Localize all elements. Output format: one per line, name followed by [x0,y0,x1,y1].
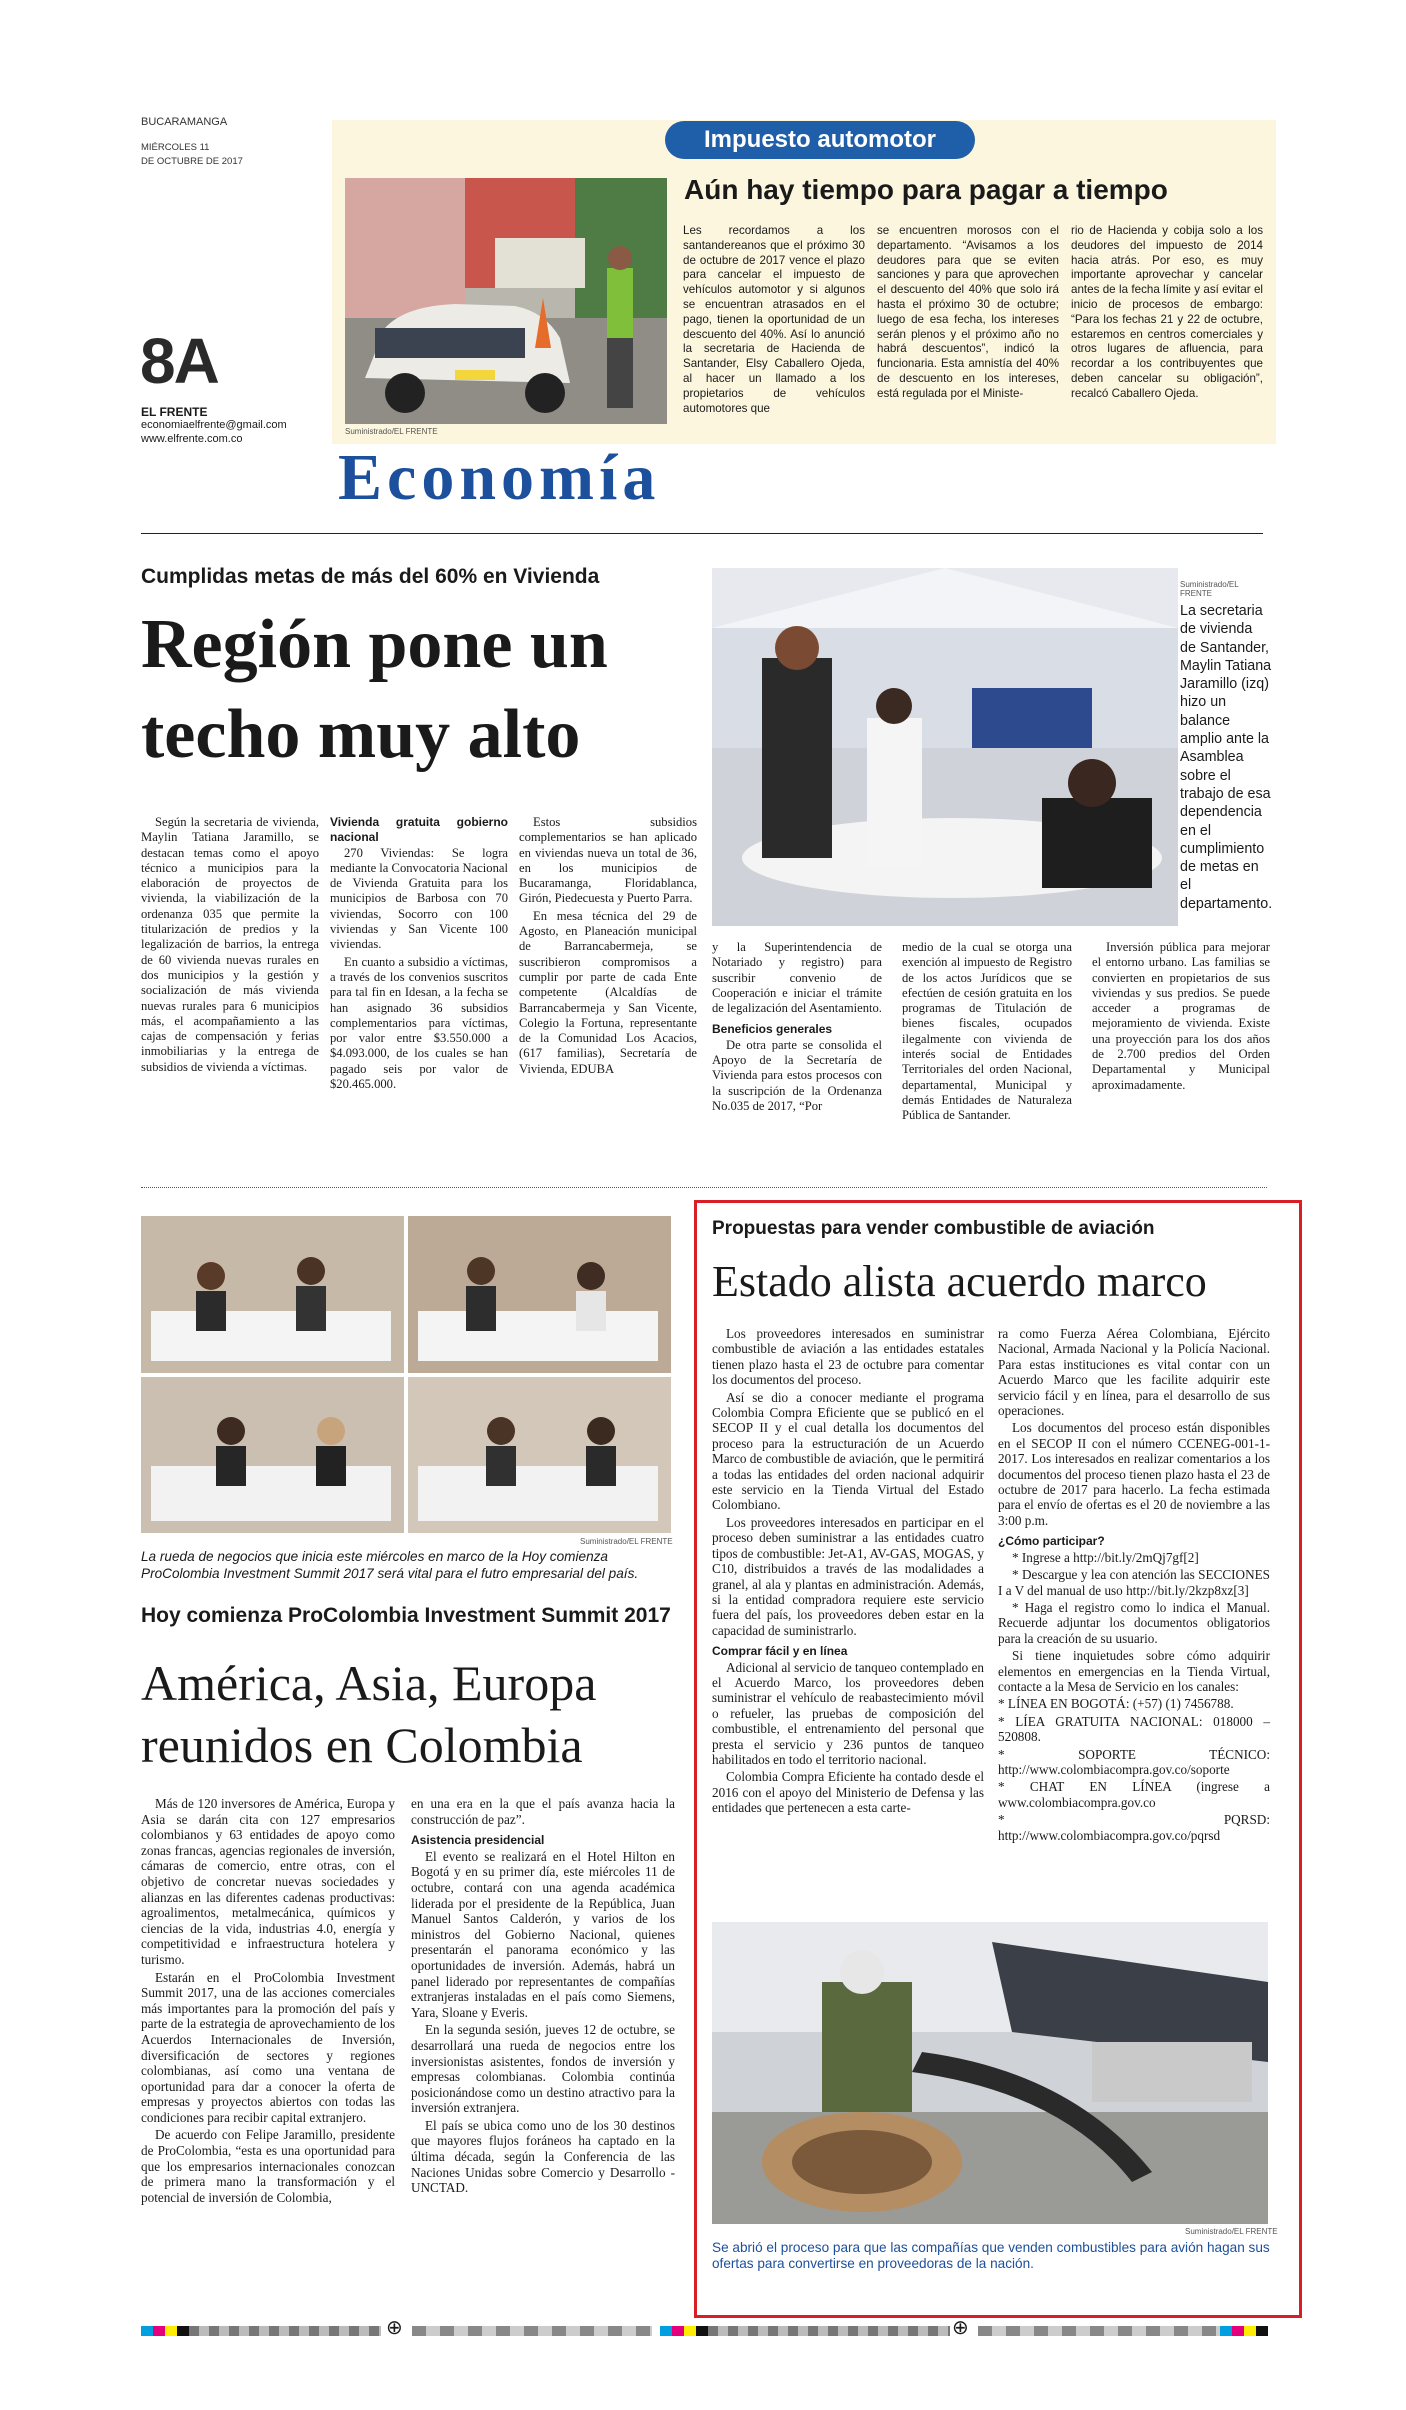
tax-col-1: Les recordamos a los santandereanos que el próximo 30 de octubre de 2017 vence el plazo para cancelar el impuesto de vehículos automotor y si algunos se encuentran atrasados en el pago, tienen la oportunidad de un descuento del 40%. Así lo anunció la secretaria de Hacienda de Santander, Elsy Caballero Ojeda, al hacer un llamado a los propietarios de vehículos automotores que [683,224,865,415]
assembly-event-illustration [712,568,1178,926]
aviation-col1-p5: Colombia Compra Eficiente ha contado desde el 2016 con el apoyo del Ministerio de Defensa y las entidades que pertenecen a esta carte- [712,1769,984,1816]
procolombia-headline: América, Asia, Europa reunidos en Colombia [141,1655,597,1773]
date-line-2: DE OCTUBRE DE 2017 [141,156,243,167]
procolombia-col2-p1: El evento se realizará en el Hotel Hilton en Bogotá y en su primer día, este miércoles 11 de octubre, contará con una agenda académica liderada por el presidente de la República, Juan Manuel Santos Calderón, y varios de los ministros del Gobierno Nacional, quienes presentarán el panorama económico y las oportunidades de inversión. Además, habrá un panel liderado por representantes de compañías extranjeras instaladas en el país como Siemens, Yara, Sloane y Everis. [411,1848,675,2020]
procolombia-kicker: Hoy comienza ProColombia Investment Summit 2017 [141,1604,671,1627]
aviation-subhead-1: Comprar fácil y en línea [712,1644,848,1659]
aviation-col2-p1: ra como Fuerza Aérea Colombiana, Ejército Nacional, Armada Nacional y la Policía Nacional. Para estas instituciones es vital contar con un Acuerdo Marco que les facilite adquirir este servicio fácil y en línea, para el desarrollo de sus operaciones. [998,1326,1270,1419]
vivienda-col-1 [141,815,319,1077]
vivienda-col2-p1: 270 Viviendas: Se logra mediante la Convocatoria Nacional de Vivienda Gratuita para los municipios de Barbosa con 70 viviendas, Socorro con 100 viviendas y San Vicente 100 viviendas. [330,845,508,952]
color-bar-right [978,2326,1268,2336]
aviation-subhead-2: ¿Cómo participar? [998,1534,1105,1549]
aviation-col2-p2: Los documentos del proceso están disponibles en el SECOP II con el número CCENEG-001-1-2017. Los interesados en realizar comentarios a los documentos del proceso tienen plazo hasta el 23 de octubre de 2017 para hacerlo. La fecha estimada para el envío de ofertas es el 20 de noviembre a las 3:00 p.m. [998,1420,1270,1528]
paper-name: EL FRENTE [141,405,208,419]
aviation-headline: Estado alista acuerdo marco [712,1257,1207,1306]
gray-bar [412,2326,652,2336]
aviation-contact-3: * SOPORTE TÉCNICO: http://www.colombiacompra.gov.co/soporte [998,1746,1270,1777]
aviation-col2-p3: Si tiene inquietudes sobre cómo adquirir elementos en emergencias en la Tienda Virtual, contacte a la Mesa de Servicio en los canales: [998,1648,1270,1694]
city-label: BUCARAMANGA [141,116,228,128]
procolombia-col2-p3: El país se ubica como uno de los 30 destinos que mayores flujos foráneos ha captado en la última década, según la Conferencia de las Naciones Unidas sobre Comercio y Desarrollo - UNCTAD. [411,2117,675,2196]
procolombia-col1-p1: Más de 120 inversores de América, Europa y Asia se darán cita con 127 empresarios colombianos y 63 entidades de apoyo como zonas francas, agencias regionales de inversión, cámaras de comercio, entre otras, con el objetivo de concretar nuevas sociedades y alianzas en las diferentes cadenas productivas: agroalimentos, metalmecánica, químicos y ciencias de la vida, industrias 4.0, energía y competitividad e infraestructura hotelera y turismo. [141,1796,395,1967]
vivienda-col3-p1: Estos subsidios complementarios se han aplicado en viviendas nueva un total de 36, en los municipios de Bucaramanga, Floridablanca, Girón, Piedecuesta y Puerto Parra. [519,815,697,906]
section-title: Economía [338,441,661,514]
tax-col-3: rio de Hacienda y cobija solo a los deudores del impuesto de 2014 hacia atrás. Por eso, es muy importante aprovechar y cancelar antes de la fecha límite y así evitar el inicio de procesos de embargo: “Para los fechas 21 y 22 de octubre, estaremos en centros comerciales y otros lugares de afluencia, para recordar a los contribuyentes que deben cancelar su obligación”, recalcó Caballero Ojeda. [1071,224,1263,400]
procolombia-photo [141,1216,671,1533]
aviation-col-1 [712,1326,984,1818]
aviation-caption: Se abrió el proceso para que las compañías que venden combustibles para avión hagan sus ofertas para convertirse en proveedoras de la nación. [712,2240,1270,2271]
vivienda-col-6 [1092,940,1270,1095]
car-street-illustration [345,178,667,424]
vivienda-photo-credit: Suministrado/EL FRENTE [1180,580,1239,598]
color-bar-left [141,2326,381,2336]
tax-headline: Aún hay tiempo para pagar a tiempo [684,174,1168,205]
procolombia-col2-p2: En la segunda sesión, jueves 12 de octubre, se desarrollará una rueda de negocios entre los inversionistas asistentes, fondos de inversión y empresas colombianas. Colombia continúa posicionándose como un destino atractivo para la inversión extranjera. [411,2022,675,2116]
vivienda-col2-p2: En cuanto a subsidio a víctimas, a través de los convenios suscritos para tal fin en Idesan, a la fecha se han asignado 36 subsidios complementarios para víctimas, por valor entre $3.550.000 a $4.093.000, de los cuales se han pagado seis por valor de $20.465.000. [330,954,508,1092]
tax-box-photo [345,178,667,424]
vivienda-col-2 [330,815,508,1094]
aviation-step-3: * Haga el registro como lo indica el Manual. Recuerde adjuntar los documentos obligatorios para la creación de su usuario. [998,1599,1270,1646]
vivienda-photo [712,568,1178,926]
procolombia-photo-credit: Suministrado/EL FRENTE [580,1537,673,1546]
procolombia-subhead: Asistencia presidencial [411,1833,545,1848]
aviation-photo [712,1922,1268,2224]
procolombia-caption: La rueda de negocios que inicia este miércoles en marco de la Hoy comienza ProColombia Investment Summit 2017 será vital para el futro empresarial del país. [141,1549,639,1581]
vivienda-col3-p2: En mesa técnica del 29 de Agosto, en Planeación municipal de Barrancabermeja, se suscribieron compromisos a cumplir por parte de cada Ente competente (Alcaldías de Barrancabermeja y San Vicente, Colegio la Fortuna, representante de la Comunidad Los Acacios, (617 familias), Secretaría de Vivienda, EDUBA [519,908,697,1076]
tax-col-2: se encuentren morosos con el departamento. “Avisamos a los deudores para que se eviten sanciones y para que aprovechen el descuento del 40% que solo irá hasta el próximo 30 de octubre; luego de esa fecha, los intereses serán plenos y el próximo año no habrá descuentos”, indicó la funcionaria. Esta amnistía del 40% de descuento en los intereses, está regulada por el Ministe- [877,224,1059,400]
contact-email: economiaelfrente@gmail.com [141,419,287,431]
fuel-worker-illustration [712,1922,1268,2224]
color-bar-mid [660,2326,950,2336]
business-meeting-collage [141,1216,671,1533]
vivienda-col-4 [712,940,882,1116]
vivienda-kicker: Cumplidas metas de más del 60% en Vivienda [141,565,600,588]
dotted-divider [141,1187,1267,1188]
aviation-col-2 [998,1326,1270,1845]
date-line-1: MIÉRCOLES 11 [141,142,210,153]
vivienda-col4-p2: De otra parte se consolida el Apoyo de la Secretaría de Vivienda para estos procesos con la suscripción de la Ordenanza No.035 de 2017, “Por [712,1037,882,1113]
website: www.elfrente.com.co [141,433,243,445]
page-number: 8A [140,325,218,397]
aviation-contact-5: * PQRSD: http://www.colombiacompra.gov.co/pqrsd [998,1812,1270,1843]
registration-mark-icon-2: ⊕ [952,2317,969,2339]
tax-box-label: Impuesto automotor [665,121,975,159]
aviation-contact-1: * LÍNEA EN BOGOTÁ: (+57) (1) 7456788. [998,1696,1234,1712]
vivienda-col4-p1: y la Superintendencia de Notariado y registro) para suscribir convenio de Cooperación e iniciar el trámite de legalización del Asentamiento. [712,940,882,1016]
aviation-col1-p3: Los proveedores interesados en participar en el proceso deben suministrar a las entidades cuatro tipos de combustible: Jet-A1, AV-GAS, MOGAS, y C10, distribuidos a través de las modalidades a granel, al ala y plantas en administración. Además, si la entidad compradora requiere este servicio fuera del país, los proveedores deben estar en la capacidad de suministrarlo. [712,1514,984,1638]
procolombia-col-2 [411,1796,675,2198]
vivienda-subhead-1: Vivienda gratuita gobierno nacional [330,815,508,845]
aviation-col1-p2: Así se dio a conocer mediante el programa Colombia Compra Eficiente que se publicó en el SECOP II y el cual detalla los documentos del proceso para la estructuración de un Acuerdo Marco de combustible de aviación, que le permitirá a todas las entidades del orden nacional adquirir este servicio en la Tienda Virtual del Estado Colombiano. [712,1389,984,1513]
procolombia-col1-p3: De acuerdo con Felipe Jaramillo, presidente de ProColombia, “esta es una oportunidad para que los empresarios internacionales conozcan de primera mano la transformación y el potencial de inversión de Colombia, [141,2127,395,2205]
vivienda-col5-text: medio de la cual se otorga una exención al impuesto de Registro de los actos Jurídicos que se efectúen de cesión gratuita en los programas de Titulación de bienes fiscales, ocupados ilegalmente con vivienda de interés social de Entidades Territoriales del orden Nacional, departamental, Municipal y demás Entidades de Naturaleza Pública de Santander. [902,940,1072,1123]
vivienda-col6-text: Inversión pública para mejorar el entorno urbano. Las familias se convierten en propietarios de sus viviendas y sus predios. Se puede acceder a programas de mejoramiento de vivienda. Existe una proyección para los dos años de 2.700 predios del Orden Departamental y Municipal aproximadamente. [1092,940,1270,1092]
aviation-step-1: * Ingrese a http://bit.ly/2mQj7gf[2] [1012,1549,1199,1565]
aviation-kicker: Propuestas para vender combustible de aviación [712,1218,1155,1239]
aviation-contact-4: * CHAT EN LÍNEA (ingrese a www.colombiacompra.gov.co [998,1779,1270,1810]
registration-mark-icon: ⊕ [386,2317,403,2339]
aviation-col1-p4: Adicional al servicio de tanqueo contemplado en el Acuerdo Marco, los proveedores deben suministrar el vehículo de reabastecimiento móvil o refueler, las pruebas de composición del combustible, el entrenamiento del personal que presta el servicio y 236 puntos de tanqueo habilitados en todo el territorio nacional. [712,1659,984,1767]
procolombia-col1-p2: Estarán en el ProColombia Investment Summit 2017, una de las acciones comerciales más importantes para la promoción del país y parte de la estrategia de aprovechamiento de los Acuerdos Internacionales de Inversión, diversificación de sectores y regiones colombianas, así como una ventana de oportunidad para dar a conocer la oferta de empresas y proyectos abiertos con todas las condiciones para recibir capital extranjero. [141,1969,395,2125]
vivienda-col-5 [902,940,1072,1126]
vivienda-col1-text: Según la secretaria de vivienda, Maylin Tatiana Jaramillo, se destacan temas como el apoyo técnico a municipios para la elaboración de proyectos de vivienda, la viabilización de la ordenanza 035 que permite la titularización de predios y la legalización de barrios, la entrega de 60 vivienda nuevas rurales en dos municipios y la gestión y socialización de más vivienda nuevas rurales para 6 municipios más, el acompañamiento a las cajas de compensación y ferias inmobiliarias y la entrega de subsidios de vivienda a víctimas. [141,815,319,1074]
aviation-contact-2: * LÍEA GRATUITA NACIONAL: 018000 – 520808. [998,1713,1270,1745]
vivienda-headline: Región pone un techo muy alto [141,606,608,773]
vivienda-caption: La secretaria de vivienda de Santander, Maylin Tatiana Jaramillo (izq) hizo un balance amplio ante la Asamblea sobre el trabajo de esa dependencia en el cumplimiento de metas en el departamento. [1180,603,1273,912]
procolombia-col-1 [141,1796,395,2207]
section-rule [141,533,1263,534]
procolombia-col2-p0: en una era en la que el país avanza hacia la construcción de paz”. [411,1796,675,1827]
aviation-photo-credit: Suministrado/EL FRENTE [1185,2227,1278,2236]
vivienda-subhead-2: Beneficios generales [712,1022,833,1037]
tax-photo-credit: Suministrado/EL FRENTE [345,427,438,436]
aviation-step-2: * Descargue y lea con atención las SECCIONES I a V del manual de uso http://bit.ly/2kzp8xz[3] [998,1567,1270,1598]
aviation-col1-p1: Los proveedores interesados en suministrar combustible de aviación a las entidades estatales tienen plazo hasta el 23 de octubre para comentar los documentos del proceso. [712,1326,984,1388]
vivienda-col-3 [519,815,697,1079]
